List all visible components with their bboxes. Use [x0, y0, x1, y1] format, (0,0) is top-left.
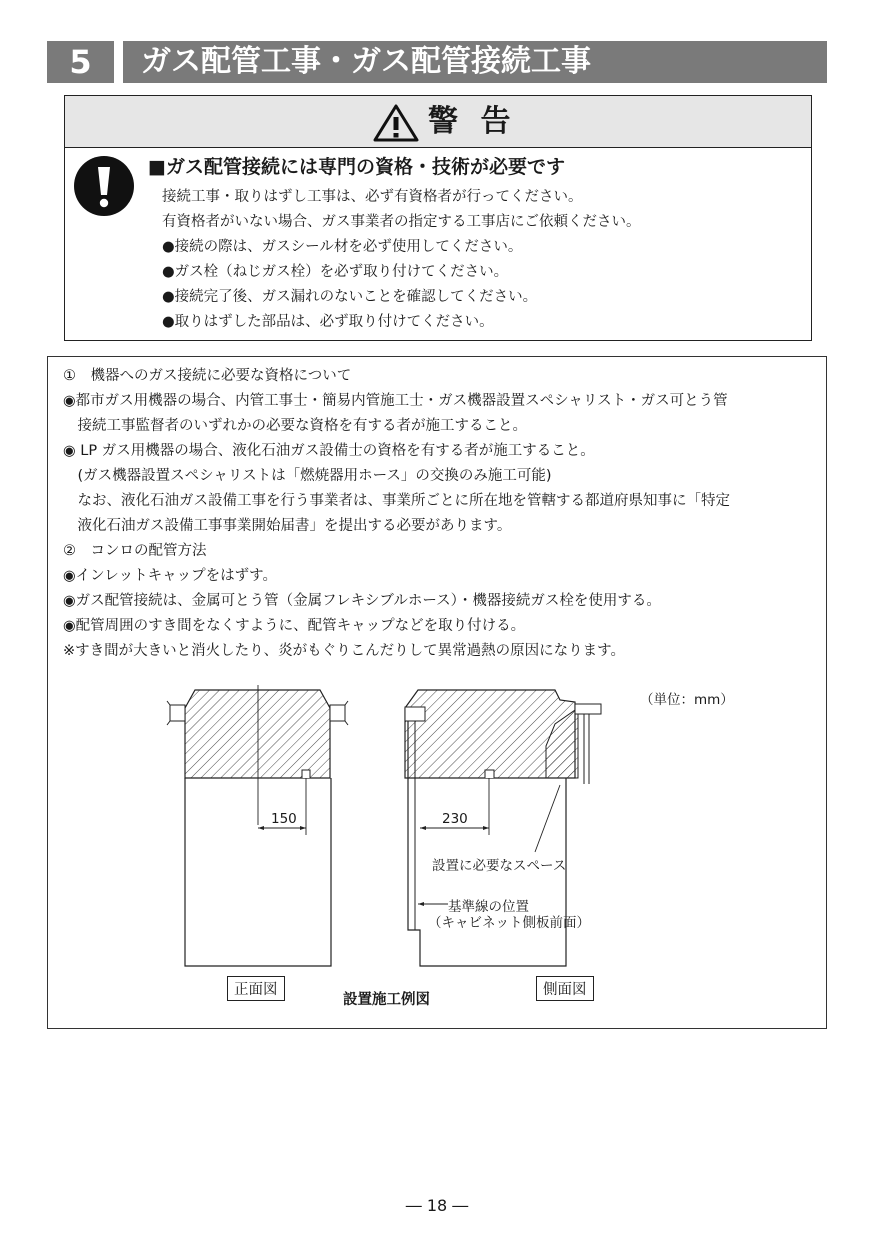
- warning-line: ●接続完了後、ガス漏れのないことを確認してください。: [162, 289, 538, 305]
- info-line: ◉都市ガス用機器の場合、内管工事士・簡易内管施工士・ガス機器設置スペシャリスト・ガス可とう管: [63, 393, 728, 409]
- section-title: ガス配管工事・ガス配管接続工事: [123, 41, 827, 83]
- info-line: 液化石油ガス設備工事事業開始届書」を提出する必要があります。: [63, 518, 512, 534]
- drawing-caption: 設置施工例図: [343, 992, 430, 1008]
- info-line: ② コンロの配管方法: [63, 543, 207, 559]
- section-number: 5: [47, 41, 114, 83]
- warning-line: ●取りはずした部品は、必ず取り付けてください。: [162, 314, 494, 330]
- warning-line: 有資格者がいない場合、ガス事業者の指定する工事店にご依頼ください。: [162, 214, 641, 230]
- space-label: 設置に必要なスペース: [432, 858, 567, 874]
- side-view-label: 側面図: [536, 976, 594, 1001]
- info-line: ◉ LP ガス用機器の場合、液化石油ガス設備士の資格を有する者が施工すること。: [63, 443, 595, 459]
- warning-heading: ■ガス配管接続には専門の資格・技術が必要です: [148, 156, 565, 178]
- info-line: ◉インレットキャップをはずす。: [63, 568, 277, 584]
- info-line: (ガス機器設置スペシャリストは「燃焼器用ホース」の交換のみ施工可能): [63, 468, 552, 484]
- page-number: ― 18 ―: [405, 1196, 469, 1215]
- baseline-label: 基準線の位置: [448, 899, 529, 915]
- side-dimension-label: 230: [442, 811, 468, 827]
- info-line: なお、液化石油ガス設備工事を行う事業者は、事業所ごとに所在地を管轄する都道府県知事に「特定: [63, 493, 730, 509]
- mandatory-exclamation-icon: [73, 155, 135, 217]
- installation-drawing: [150, 680, 620, 980]
- baseline-sublabel: （キャビネット側板前面）: [428, 915, 590, 931]
- warning-line: 接続工事・取りはずし工事は、必ず有資格者が行ってください。: [162, 189, 583, 205]
- front-dimension-label: 150: [271, 811, 297, 827]
- warning-title: 警 告: [428, 104, 517, 139]
- unit-label: （単位：mm）: [640, 692, 734, 708]
- info-line: ※すき間が大きいと消火したり、炎がもぐりこんだりして異常過熱の原因になります。: [63, 643, 625, 659]
- warning-line: ●ガス栓（ねじガス栓）を必ず取り付けてください。: [162, 264, 509, 280]
- warning-triangle-icon: [372, 103, 420, 143]
- warning-line: ●接続の際は、ガスシール材を必ず使用してください。: [162, 239, 523, 255]
- info-line: ◉ガス配管接続は、金属可とう管（金属フレキシブルホース）・機器接続ガス栓を使用する。: [63, 593, 661, 609]
- info-line: ① 機器へのガス接続に必要な資格について: [63, 368, 352, 384]
- info-line: 接続工事監督者のいずれかの必要な資格を有する者が施工すること。: [63, 418, 527, 434]
- info-line: ◉配管周囲のすき間をなくすように、配管キャップなどを取り付ける。: [63, 618, 526, 634]
- front-view-label: 正面図: [227, 976, 285, 1001]
- front-view-drawing: [167, 685, 348, 966]
